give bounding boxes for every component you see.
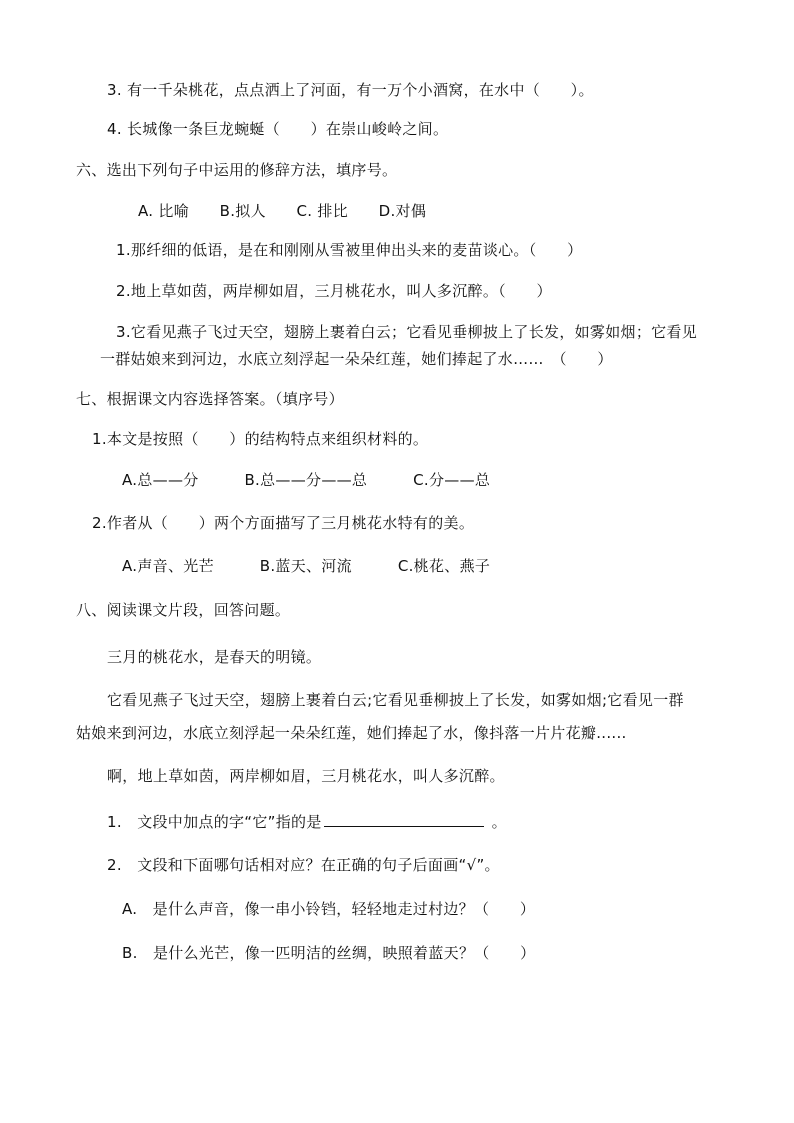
question-6-3-line1: 3.它看见燕子飞过天空，翅膀上裹着白云；它看见垂柳披上了长发，如雾如烟；它看见 <box>116 323 698 341</box>
section-7-heading: 七、根据课文内容选择答案。（填序号） <box>76 390 344 408</box>
question-8-1 <box>107 812 507 832</box>
question-7-1-options: A.总——分 B.总——分——总 C.分——总 <box>122 471 491 489</box>
question-5-4: 4. 长城像一条巨龙蜿蜒（ ）在崇山峻岭之间。 <box>107 120 449 138</box>
section-8-heading: 八、阅读课文片段，回答问题。 <box>76 601 291 619</box>
passage-paragraph-1: 三月的桃花水，是春天的明镜。 <box>107 648 322 666</box>
question-5-3: 3. 有一千朵桃花，点点洒上了河面，有一万个小酒窝，在水中（ ）。 <box>107 81 594 99</box>
question-7-2: 2.作者从（ ）两个方面描写了三月桃花水特有的美。 <box>92 514 475 532</box>
passage-paragraph-3: 啊，地上草如茵，两岸柳如眉，三月桃花水，叫人多沉醉。 <box>107 767 505 785</box>
question-8-1-end: 。 <box>491 813 507 831</box>
answer-blank[interactable] <box>324 812 484 827</box>
passage-paragraph-2-line1: 它看见燕子飞过天空，翅膀上裹着白云;它看见垂柳披上了长发，如雾如烟;它看见一群 <box>107 691 684 709</box>
passage-paragraph-2-line2: 姑娘来到河边，水底立刻浮起一朵朵红莲，她们捧起了水，像抖落一片片花瓣...... <box>76 724 627 742</box>
question-6-3-line2: 一群姑娘来到河边，水底立刻浮起一朵朵红莲，她们捧起了水…… （ ） <box>100 350 613 368</box>
question-8-2: 2. 文段和下面哪句话相对应？在正确的句子后面画“√”。 <box>107 856 500 874</box>
question-8-1-text: 1. 文段中加点的字“它”指的是 <box>107 813 322 831</box>
question-8-2-option-a: A. 是什么声音，像一串小铃铛，轻轻地走过村边？（ ） <box>122 900 536 918</box>
question-6-1: 1.那纤细的低语，是在和刚刚从雪被里伸出头来的麦苗谈心。（ ） <box>116 241 583 259</box>
question-6-2: 2.地上草如茵，两岸柳如眉，三月桃花水，叫人多沉醉。（ ） <box>116 282 552 300</box>
section-6-options: A. 比喻 B.拟人 C. 排比 D.对偶 <box>138 202 427 220</box>
question-7-2-options: A.声音、光芒 B.蓝天、河流 C.桃花、燕子 <box>122 557 491 575</box>
section-6-heading: 六、选出下列句子中运用的修辞方法，填序号。 <box>76 161 398 179</box>
question-7-1: 1.本文是按照（ ）的结构特点来组织材料的。 <box>92 430 429 448</box>
question-8-2-option-b: B. 是什么光芒，像一匹明洁的丝绸，映照着蓝天？（ ） <box>122 944 536 962</box>
